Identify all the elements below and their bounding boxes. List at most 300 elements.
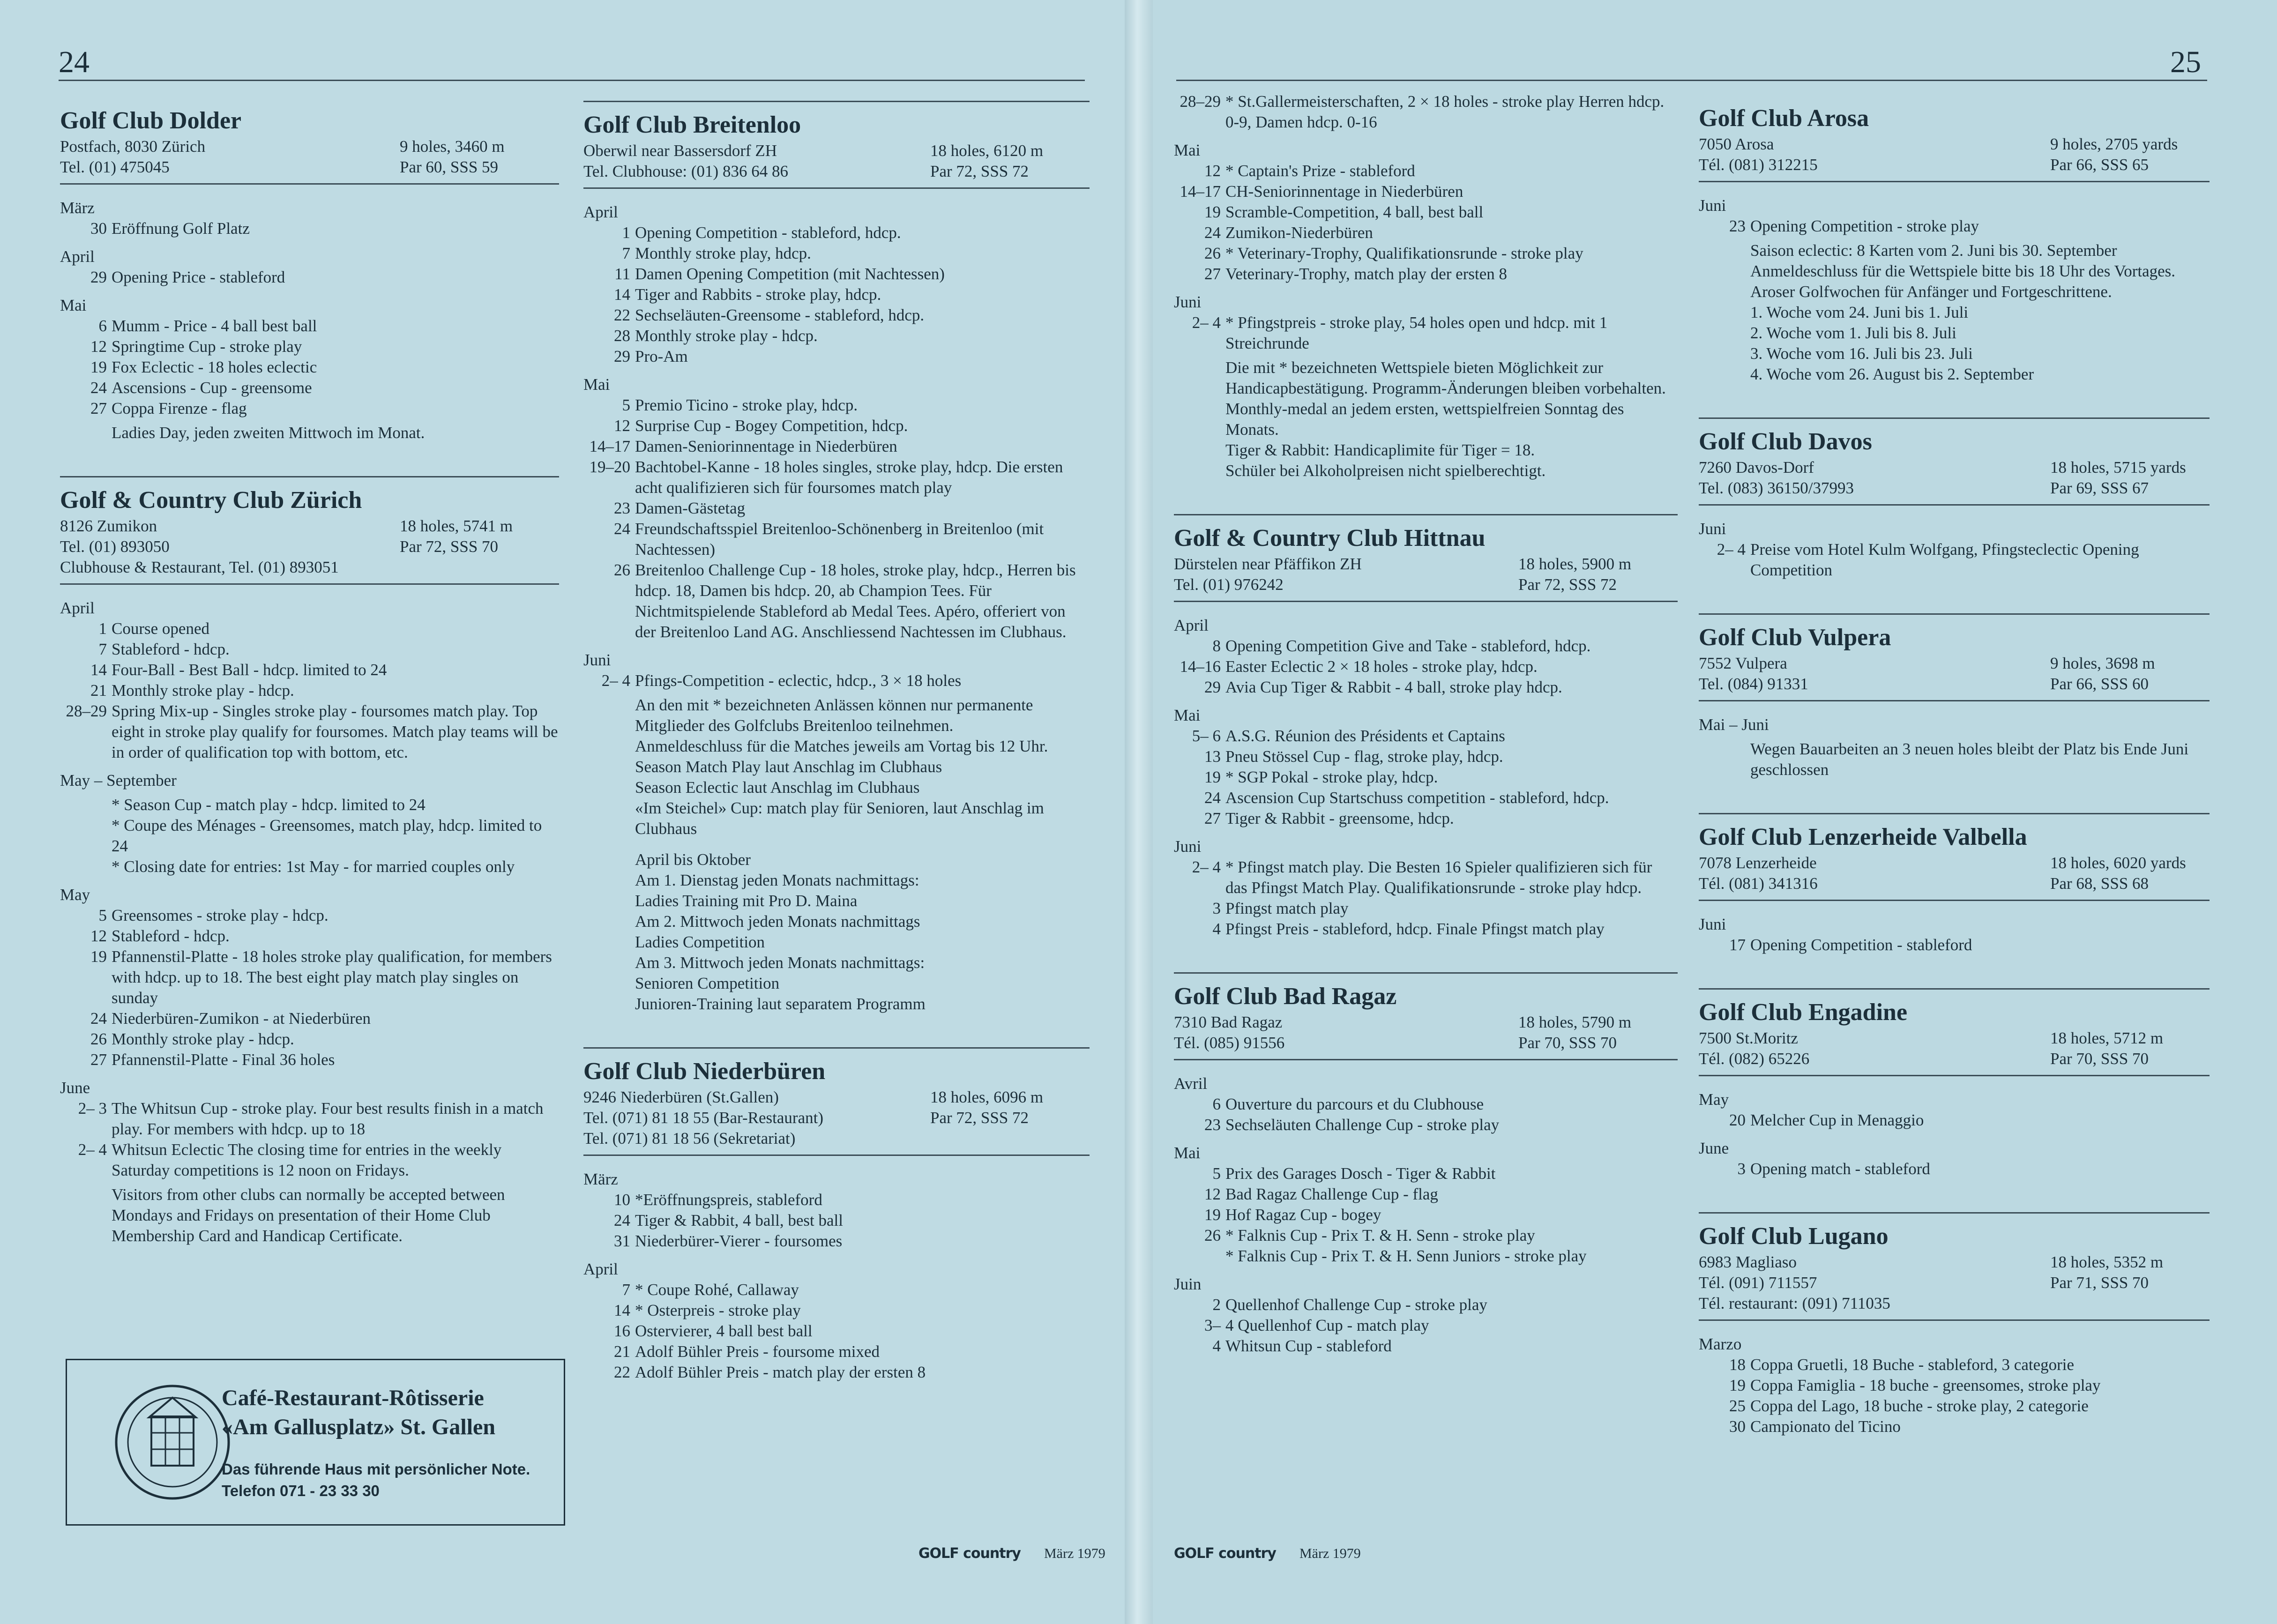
ad-line-2: Telefon 071 - 23 33 30 (222, 1482, 380, 1499)
event-row (1174, 677, 1678, 698)
note-line: Senioren Competition (635, 974, 780, 992)
event-text: Zumikon-Niederbüren (1225, 223, 1373, 242)
event-date: 27 (1204, 809, 1221, 827)
event-row (1174, 313, 1678, 354)
course-line: 18 holes, 5741 m (400, 517, 513, 535)
event-text: * Falknis Cup - Prix T. & H. Senn - stroke play (1225, 1226, 1535, 1244)
club-course-info (930, 1087, 1090, 1149)
note-line: Season Match Play laut Anschlag im Clubhaus (635, 758, 942, 776)
club-course-info (2050, 134, 2210, 175)
event-row (583, 305, 1090, 326)
note-line: Schüler bei Alkoholpreisen nicht spielberechtigt. (1225, 462, 1546, 480)
event-row (1699, 1159, 2210, 1179)
club-address (1699, 853, 1818, 894)
event-text: Stableford - hdcp. (112, 927, 230, 945)
note-line: Am 1. Dienstag jeden Monats nachmittags: (635, 871, 919, 889)
event-date: 2– 4 (78, 1140, 107, 1159)
club-address (1699, 134, 1818, 175)
event-text: Four-Ball - Best Ball - hdcp. limited to 24 (112, 661, 387, 679)
address-line: 7050 Arosa (1699, 135, 1774, 153)
club-section (1174, 514, 1678, 939)
note-line: Visitors from other clubs can normally be accepted between Mondays and Fridays on presentation of their Home Club Membership Card and Handicap Certificate. (112, 1185, 505, 1245)
month-heading: April (60, 599, 95, 617)
club-address (1699, 653, 1808, 694)
event-text: Pfingst Preis - stableford, hdcp. Finale Pfingst match play (1225, 920, 1605, 938)
event-date: 24 (90, 1009, 107, 1028)
event-row (1699, 935, 2210, 955)
event-text: Whitsun Eclectic The closing time for entries in the weekly Saturday competitions is 12 noon on Fridays. (112, 1140, 502, 1179)
event-date: 11 (614, 265, 630, 283)
event-row (1699, 1110, 2210, 1131)
month-note (112, 795, 559, 877)
note-line: * Coupe des Ménages - Greensomes, match play, hdcp. limited to 24 (112, 816, 542, 855)
note-line: Wegen Bauarbeiten an 3 neuen holes bleibt der Platz bis Ende Juni geschlossen (1750, 740, 2189, 779)
club-info (1699, 457, 2210, 499)
month-heading: Marzo (1699, 1335, 1742, 1353)
address-line: Tél. (081) 341316 (1699, 874, 1818, 893)
event-date: 30 (90, 219, 107, 238)
club-info (1174, 554, 1678, 595)
event-date: 26 (1204, 1226, 1221, 1244)
event-date: 19 (1204, 1206, 1221, 1224)
event-row (60, 357, 559, 378)
club-info (1699, 134, 2210, 175)
event-date: 3– (1204, 1316, 1221, 1334)
event-text: Avia Cup Tiger & Rabbit - 4 ball, stroke play hdcp. (1225, 678, 1562, 696)
event-row (1174, 919, 1678, 939)
column-3 (1174, 91, 1678, 1356)
event-text: Niederbürer-Vierer - foursomes (635, 1232, 843, 1250)
note-line: «Im Steichel» Cup: match play für Senioren, laut Anschlag im Clubhaus (635, 799, 1044, 838)
course-line: Par 66, SSS 65 (2050, 156, 2149, 174)
event-row (1174, 898, 1678, 919)
event-text: Ascensions - Cup - greensome (112, 379, 312, 397)
event-text: Damen-Gästetag (635, 499, 746, 517)
golf-country-logo: GOLF country (918, 1545, 1021, 1562)
club-section (1699, 417, 2210, 581)
address-line: 9246 Niederbüren (St.Gallen) (583, 1088, 779, 1106)
event-date (1174, 1246, 1225, 1266)
event-row (1174, 1225, 1678, 1246)
event-row (583, 284, 1090, 305)
club-info (583, 141, 1090, 182)
event-date: 20 (1729, 1111, 1746, 1129)
event-date: 2 (1212, 1296, 1221, 1314)
club-course-info (2050, 853, 2210, 894)
note-line: Saison eclectic: 8 Karten vom 2. Juni bis 30. September (1750, 241, 2117, 260)
course-line: 18 holes, 5900 m (1518, 555, 1632, 573)
event-row (583, 1362, 1090, 1383)
month-heading: April (583, 203, 618, 221)
event-row (1699, 539, 2210, 581)
column-1 (60, 105, 559, 1246)
event-row (1174, 1163, 1678, 1184)
address-line: Postfach, 8030 Zürich (60, 137, 206, 156)
address-line: Dürstelen near Pfäffikon ZH (1174, 555, 1362, 573)
event-date: 19 (1729, 1376, 1746, 1394)
event-text: Pro-Am (635, 347, 688, 365)
event-date: 30 (1729, 1417, 1746, 1436)
club-name: Golf Club Vulpera (1699, 624, 1891, 651)
month-heading: June (60, 1079, 90, 1097)
note-line: 2. Woche vom 1. Juli bis 8. Juli (1750, 324, 1956, 342)
event-row (60, 378, 559, 398)
event-date: 22 (614, 306, 630, 324)
event-row (1699, 1355, 2210, 1375)
club-course-info (400, 516, 559, 578)
event-text: Damen Opening Competition (mit Nachtessen) (635, 265, 945, 283)
event-row (60, 316, 559, 336)
month-heading: Juni (1699, 520, 1726, 538)
club-header (1699, 988, 2210, 1076)
event-date: 19 (1204, 203, 1221, 221)
note-line: Aroser Golfwochen für Anfänger und Fortgeschrittene. (1750, 283, 2112, 301)
club-course-info (2050, 1028, 2210, 1069)
note-line: Anmeldeschluss für die Matches jeweils am Vortag bis 12 Uhr. (635, 737, 1048, 755)
note-line: Ladies Training mit Pro D. Maina (635, 892, 858, 910)
event-date: 23 (1729, 217, 1746, 235)
course-line: Par 60, SSS 59 (400, 158, 499, 176)
address-line: Tel. (071) 81 18 56 (Sekretariat) (583, 1129, 796, 1147)
course-line: 18 holes, 5712 m (2050, 1029, 2164, 1047)
note-line: Anmeldeschluss für die Wettspiele bitte bis 18 Uhr des Vortages. (1750, 262, 2176, 280)
event-text: Monthly stroke play - hdcp. (112, 1030, 294, 1048)
club-name: Golf Club Niederbüren (583, 1058, 826, 1085)
event-text: Surprise Cup - Bogey Competition, hdcp. (635, 417, 908, 435)
event-text: Whitsun Cup - stableford (1225, 1337, 1392, 1355)
event-row (583, 498, 1090, 519)
month-note (635, 695, 1090, 1014)
month-heading: Mai (1174, 1144, 1201, 1162)
event-date: 13 (1204, 747, 1221, 766)
club-info (1699, 1252, 2210, 1314)
address-line: Tel. (084) 91331 (1699, 675, 1808, 693)
club-address (1699, 1252, 1890, 1314)
event-date: 26 (1204, 244, 1221, 262)
event-row (1699, 1396, 2210, 1416)
event-text: The Whitsun Cup - stroke play. Four best results finish in a match play. For members with hdcp. up to 18 (112, 1099, 544, 1138)
event-date: 31 (614, 1232, 630, 1250)
club-address (60, 516, 339, 578)
course-line: 18 holes, 5352 m (2050, 1253, 2164, 1271)
address-line: Tel. (01) 893050 (60, 537, 170, 556)
course-line: Par 72, SSS 72 (930, 1109, 1029, 1127)
club-section (1699, 103, 2210, 385)
event-row (583, 436, 1090, 457)
event-row (60, 1029, 559, 1050)
event-text: Eröffnung Golf Platz (112, 219, 250, 238)
event-row (1174, 1315, 1678, 1336)
course-line: Par 66, SSS 60 (2050, 675, 2149, 693)
course-line: Par 72, SSS 72 (1518, 575, 1617, 594)
event-row (583, 264, 1090, 284)
course-line: 9 holes, 3698 m (2050, 654, 2155, 672)
address-line: Tel. (01) 475045 (60, 158, 170, 176)
course-line: Par 70, SSS 70 (2050, 1050, 2149, 1068)
column-4 (1699, 103, 2210, 1437)
event-date: 4 (1212, 1337, 1221, 1355)
course-line: 18 holes, 6020 yards (2050, 854, 2186, 872)
month-heading: June (1699, 1139, 1729, 1157)
club-header (60, 476, 559, 585)
footer-date: März 1979 (1044, 1546, 1105, 1561)
club-course-info (1518, 554, 1678, 595)
month-heading: Mai (583, 375, 610, 394)
event-row (60, 1098, 559, 1140)
event-date: 7 (622, 244, 630, 262)
event-text: Opening Competition - stableford (1750, 936, 1972, 954)
event-row (1174, 636, 1678, 656)
event-text: Springtime Cup - stroke play (112, 337, 302, 356)
event-date: 7 (98, 640, 107, 658)
event-date: 1 (98, 619, 107, 638)
event-row (1174, 181, 1678, 202)
address-line: Oberwil near Bassersdorf ZH (583, 142, 777, 160)
event-date: 2– 3 (78, 1099, 107, 1117)
event-row (1174, 726, 1678, 746)
event-text: Monthly stroke play, hdcp. (635, 244, 811, 262)
course-line: Par 70, SSS 70 (1518, 1034, 1617, 1052)
event-date: 17 (1729, 936, 1746, 954)
address-line: 8126 Zumikon (60, 517, 157, 535)
event-text: Sechseläuten-Greensome - stableford, hdcp. (635, 306, 925, 324)
address-line: Tél. (082) 65226 (1699, 1050, 1810, 1068)
note-line: 1. Woche vom 24. Juni bis 1. Juli (1750, 303, 1969, 321)
event-text: Opening match - stableford (1750, 1160, 1930, 1178)
address-line: 7552 Vulpera (1699, 654, 1787, 672)
club-name: Golf Club Breitenloo (583, 112, 801, 138)
month-heading: März (60, 199, 95, 217)
club-header (583, 101, 1090, 189)
event-text: Niederbüren-Zumikon - at Niederbüren (112, 1009, 371, 1028)
address-line: 7078 Lenzerheide (1699, 854, 1817, 872)
event-text: Tiger & Rabbit, 4 ball, best ball (635, 1211, 843, 1229)
footer-left (918, 1545, 1105, 1562)
event-text: * St.Gallermeisterschaften, 2 × 18 holes - stroke play Herren hdcp. 0-9, Damen hdcp. 0-16 (1225, 92, 1665, 131)
event-date: 14 (90, 661, 107, 679)
event-text: Premio Ticino - stroke play, hdcp. (635, 396, 858, 414)
event-date: 10 (614, 1191, 630, 1209)
event-date: 2– 4 (1717, 540, 1746, 559)
month-heading: Mai – Juni (1699, 715, 1769, 734)
event-date: 3 (1212, 899, 1221, 917)
event-date: 24 (1204, 789, 1221, 807)
course-line: Par 72, SSS 70 (400, 537, 499, 556)
club-info (1699, 653, 2210, 694)
address-line: Tel. (083) 36150/37993 (1699, 479, 1854, 497)
month-note (1750, 240, 2210, 385)
club-header (583, 1047, 1090, 1156)
event-date: 14–17 (589, 437, 630, 455)
event-row (60, 926, 559, 946)
course-line: Par 72, SSS 72 (930, 162, 1029, 180)
restaurant-advertisement (66, 1359, 565, 1526)
event-text: Monthly stroke play - hdcp. (635, 327, 818, 345)
ad-title-2: «Am Gallusplatz» St. Gallen (222, 1415, 496, 1439)
course-line: 9 holes, 3460 m (400, 137, 505, 156)
event-text: * Falknis Cup - Prix T. & H. Senn Juniors - stroke play (1225, 1247, 1587, 1265)
event-date: 5– 6 (1192, 727, 1221, 745)
note-line: * Closing date for entries: 1st May - for married couples only (112, 857, 515, 876)
event-date: 2– 4 (1192, 858, 1221, 876)
event-date: 12 (1204, 162, 1221, 180)
event-date: 19–20 (589, 458, 630, 476)
club-address (1174, 554, 1362, 595)
address-line: 7260 Davos-Dorf (1699, 458, 1814, 477)
event-row (1174, 223, 1678, 243)
event-text: Mumm - Price - 4 ball best ball (112, 317, 317, 335)
event-row (60, 1008, 559, 1029)
event-row (60, 218, 559, 239)
event-row (583, 395, 1090, 416)
club-header (1174, 514, 1678, 602)
event-text: Bachtobel-Kanne - 18 holes singles, stroke play, hdcp. Die ersten acht qualifizieren sich für foursomes match play (635, 458, 1063, 497)
club-info (1174, 1012, 1678, 1053)
event-row (583, 1341, 1090, 1362)
event-date: 22 (614, 1363, 630, 1381)
course-line: Par 71, SSS 70 (2050, 1274, 2149, 1292)
note-line: * Season Cup - match play - hdcp. limited to 24 (112, 796, 426, 814)
event-text: * SGP Pokal - stroke play, hdcp. (1225, 768, 1438, 786)
event-text: Ouverture du parcours et du Clubhouse (1225, 1095, 1484, 1113)
event-row (1699, 1416, 2210, 1437)
event-row (583, 1300, 1090, 1321)
event-row (60, 639, 559, 660)
event-text: Sechseläuten Challenge Cup - stroke play (1225, 1116, 1500, 1134)
month-note (1750, 739, 2210, 780)
event-date: 7 (622, 1281, 630, 1299)
club-course-info (930, 141, 1090, 182)
club-section (583, 1047, 1090, 1383)
club-info (60, 516, 559, 578)
event-text: Bad Ragaz Challenge Cup - flag (1225, 1185, 1438, 1203)
event-row (583, 416, 1090, 436)
club-name: Golf & Country Club Zürich (60, 487, 362, 514)
event-row (583, 223, 1090, 243)
event-row (1174, 1246, 1678, 1266)
club-address (583, 1087, 823, 1149)
event-text: Stableford - hdcp. (112, 640, 230, 658)
club-section (1699, 813, 2210, 955)
month-note (112, 1184, 559, 1246)
club-course-info (400, 136, 559, 178)
club-section (1699, 1212, 2210, 1437)
event-text: 4 Quellenhof Cup - match play (1225, 1316, 1429, 1334)
month-heading: May (1699, 1090, 1729, 1109)
event-text: *Eröffnungspreis, stableford (635, 1191, 822, 1209)
event-date: 28–29 (1180, 92, 1221, 111)
month-heading: May – September (60, 771, 177, 790)
golf-country-logo: GOLF country (1174, 1545, 1276, 1562)
event-date: 27 (1204, 265, 1221, 283)
month-heading: März (583, 1170, 618, 1188)
event-text: Opening Competition - stroke play (1750, 217, 1979, 235)
month-heading: Avril (1174, 1074, 1208, 1093)
event-row (583, 1231, 1090, 1252)
event-date: 12 (1204, 1185, 1221, 1203)
event-date: 2– 4 (601, 671, 630, 690)
event-date: 23 (614, 499, 630, 517)
club-course-info (1518, 1012, 1678, 1053)
event-text: Ascension Cup Startschuss competition - stableford, hdcp. (1225, 789, 1609, 807)
club-header (1699, 103, 2210, 182)
book-gutter (1125, 0, 1153, 1624)
address-line: Tél. (091) 711557 (1699, 1274, 1817, 1292)
event-date: 27 (90, 399, 107, 417)
column-2 (583, 101, 1090, 1383)
event-text: Spring Mix-up - Singles stroke play - foursomes match play. Top eight in stroke play qualify for foursomes. Match play teams will be in order of qualification top with bottom, etc. (112, 702, 558, 761)
event-row (1699, 1375, 2210, 1396)
event-row (1174, 91, 1678, 133)
page-number-left: 24 (59, 45, 90, 79)
event-date: 12 (90, 337, 107, 356)
event-row (60, 946, 559, 1008)
ad-title-1: Café-Restaurant-Rôtisserie (222, 1386, 484, 1410)
event-date: 8 (1212, 637, 1221, 655)
event-row (60, 1050, 559, 1070)
event-date: 14 (614, 285, 630, 304)
note-line: Tiger & Rabbit: Handicaplimite für Tiger = 18. (1225, 441, 1535, 459)
club-name: Golf Club Lugano (1699, 1223, 1889, 1250)
course-line: 18 holes, 6096 m (930, 1088, 1044, 1106)
event-row (60, 618, 559, 639)
event-row (1174, 656, 1678, 677)
event-row (1174, 1205, 1678, 1225)
event-date: 29 (1204, 678, 1221, 696)
header-rule-left (59, 80, 1085, 81)
note-line: Die mit * bezeichneten Wettspiele bieten Möglichkeit zur Handicapbestätigung. Programm-Änderungen bleiben vorbehalten. (1225, 358, 1666, 397)
club-address (1174, 1012, 1284, 1053)
event-text: Prix des Garages Dosch - Tiger & Rabbit (1225, 1164, 1496, 1183)
event-row (60, 336, 559, 357)
month-heading: April (60, 247, 95, 266)
club-header (1699, 1212, 2210, 1321)
event-text: A.S.G. Réunion des Présidents et Captains (1225, 727, 1505, 745)
note-line: Ladies Day, jeden zweiten Mittwoch im Monat. (112, 424, 425, 442)
event-row (583, 1210, 1090, 1231)
event-date: 5 (98, 906, 107, 924)
event-text: Adolf Bühler Preis - match play der ersten 8 (635, 1363, 926, 1381)
event-text: Pfings-Competition - eclectic, hdcp., 3 × 18 holes (635, 671, 962, 690)
event-text: Ostervierer, 4 ball best ball (635, 1322, 813, 1340)
event-row (1174, 808, 1678, 829)
event-text: Fox Eclectic - 18 holes eclectic (112, 358, 317, 376)
event-text: Quellenhof Challenge Cup - stroke play (1225, 1296, 1487, 1314)
event-row (583, 1190, 1090, 1210)
event-row (1174, 788, 1678, 808)
event-row (583, 560, 1090, 642)
event-text: Pfannenstil-Platte - 18 holes stroke play qualification, for members with hdcp. up to 18. The best eight play match play singles on sunday (112, 947, 552, 1007)
event-row (1174, 202, 1678, 223)
club-info (583, 1087, 1090, 1149)
event-row (1174, 1184, 1678, 1205)
address-line: Tél. (081) 312215 (1699, 156, 1818, 174)
event-date: 28 (614, 327, 630, 345)
event-row (583, 670, 1090, 691)
event-date: 5 (1212, 1164, 1221, 1183)
month-heading: Juni (1699, 915, 1726, 933)
course-line: Par 68, SSS 68 (2050, 874, 2149, 893)
event-date: 18 (1729, 1356, 1746, 1374)
event-text: Campionato del Ticino (1750, 1417, 1901, 1436)
event-date: 27 (90, 1050, 107, 1069)
note-line: 3. Woche vom 16. Juli bis 23. Juli (1750, 344, 1973, 363)
event-date: 24 (1204, 223, 1221, 242)
note-line: An den mit * bezeichneten Anlässen können nur permanente Mitglieder des Golfclubs Breitenloo teilnehmen. (635, 696, 1033, 735)
event-date: 26 (614, 561, 630, 579)
event-date: 12 (614, 417, 630, 435)
ad-line-1: Das führende Haus mit persönlicher Note. (222, 1460, 530, 1478)
